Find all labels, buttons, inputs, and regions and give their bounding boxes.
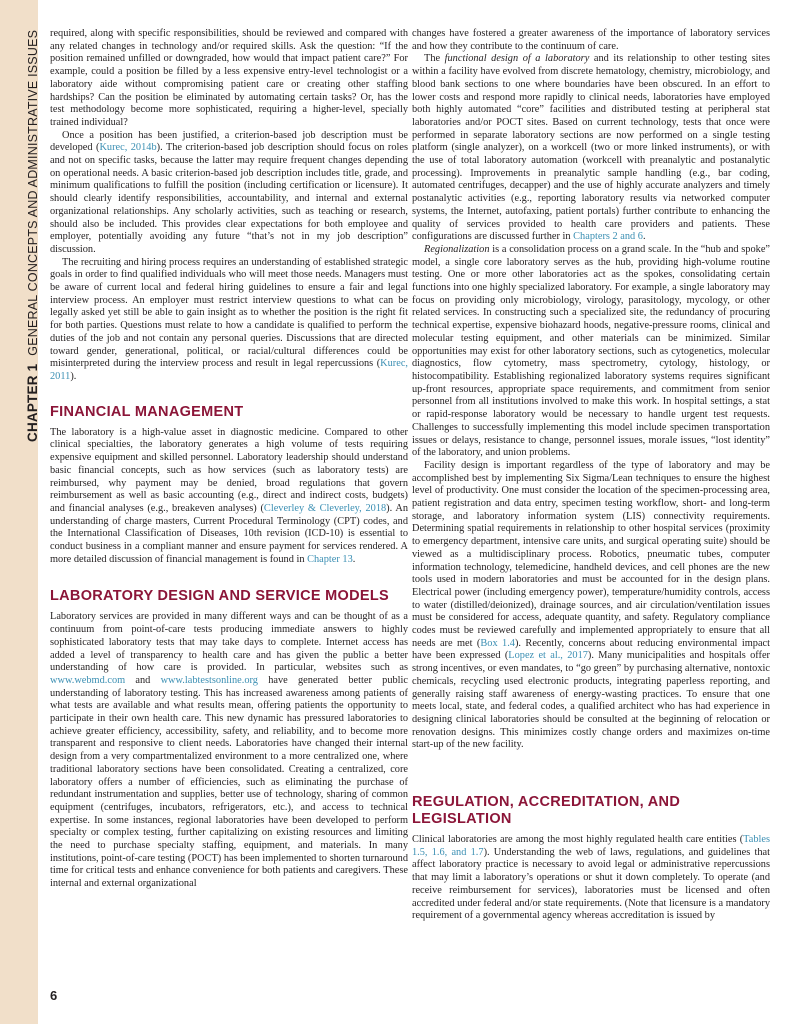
paragraph: changes have fostered a greater awareness of the importance of laboratory services and how they contribute to the continuum of care. bbox=[412, 28, 770, 52]
citation-link[interactable]: Kurec, 2011 bbox=[50, 358, 408, 382]
chapter-title: GENERAL CONCEPTS AND ADMINISTRATIVE ISSUES bbox=[26, 29, 40, 356]
citation-link[interactable]: Kurec, 2014b bbox=[99, 142, 157, 154]
paragraph: Laboratory services are provided in many different ways and can be thought of as a continuum from point-of-care tests producing immediate answers to highly sophisticated laboratory tests that may take days to complete. Internet access has added a level of transparency to health care and has given the public a better understanding of how care is provided. In particular, websites such as www.webmd.com and www.labtestsonline.org have generated better public understanding of laboratory testing. This has increased awareness among patients of what tests are available and what results mean, offering patients the opportunity to participate in their own health care. This new dynamic has pressured laboratories to achieve greater efficiency, accessibility, safety, and reliability, and to become more transparent and responsive to client needs. Laboratories have changed their internal design from a very compartmentalized environment to a more centralized one, where traditional laboratory sections have been consolidated. Creating a centralized, core laboratory offers a number of efficiencies, such as eliminating the purchase of redundant instrumentation and supplies, better use of technology, sharing of common equipment (centrifuges, incubators, refrigerators, etc.), and access to technical expertise. In some instances, regional laboratories have been developed to perform specialty or complex testing, further capitalizing on existing resources and limiting the need to purchase specialty staffing, equipment, and materials. In many institutions, point-of-care testing (POCT) has been implemented to shorten turnaround time for critical tests and enhance convenience for both patients and caregivers. These internal and external organizational bbox=[50, 611, 408, 890]
page-number: 6 bbox=[50, 988, 58, 1003]
left-column bbox=[50, 28, 408, 891]
paragraph: Regionalization is a consolidation process on a grand scale. In the “hub and spoke” model, a single core laboratory serves as the hub, providing high-volume routine testing. One or more other laboratories act as the spokes, consolidating certain functions into one highly specialized laboratory. For example, a single laboratory may focus on providing only microbiology, virology, parasitology, mycology, or other related services. In constructing such a specialized site, the redundancy of procuring technical expertise, expensive biohazard hoods, negative-pressure rooms, clinical and molecular testing equipment, and other materials can be minimized. Similar opportunities may exist for other laboratory sections, such as cytogenetics, molecular diagnostics, flow cytometry, mass spectrometry, cytology, histology, or histocompatibility. Establishing regionalized laboratory systems requires significant up-front resources, appropriate space requirements, and commitment from senior personnel from all institutions involved to make this work. In hospital settings, a stat or rapid-response laboratory would be necessary to handle urgent test requests. Challenges to successfully implementing this model include specimen transportation issues or delays, resistance to change, personnel issues, morale issues, “lost identity” of the laboratory, and union problems. bbox=[412, 243, 770, 459]
chapter-side-tab bbox=[0, 0, 38, 1024]
chapter-number: CHAPTER 1 bbox=[25, 363, 40, 442]
paragraph: required, along with specific responsibilities, should be reviewed and compared with any related changes in technology and/or required skills. Ask the question: “If the position remained unfilled or downgraded, how would that impact patient care?” For example, could a position be filled by a less expensive entry-level technologist or a laboratory aide without compromising patient care or creating other staffing hardships? Can the position be eliminated by automating certain tasks? Or, has the test methodology become more sophisticated, requiring a higher-level, specially trained individual? bbox=[50, 28, 408, 128]
paragraph: Once a position has been justified, a criterion-based job description must be developed (Kurec, 2014b). The criterion-based job description should focus on roles and not on specific tasks, because the latter may require frequent changes depending on operational needs. A basic criterion-based job description includes title, grade, and minimum qualifications to fulfill the position (including certification or licensure). It should clearly identify responsibilities, accountability, and internal and external organizational relationships. Any scholarly activities, such as teaching or research, should also be included. This provides clear expectations for both employee and employer, potentially avoiding any future “that’s not in my job description” discussion. bbox=[50, 129, 408, 255]
website-link-webmd[interactable]: www.webmd.com bbox=[50, 674, 126, 686]
key-term: functional design of a laboratory bbox=[444, 53, 590, 65]
paragraph: The functional design of a laboratory and its relationship to other testing sites within a facility have evolved from discrete hematology, chemistry, microbiology, and blood bank sections to one where boundaries have been obscured. In an effort to lower costs and respond more rapidly to clinical needs, laboratories have employed both highly automated “core” facilities and distributed testing at peripheral stat laboratories and/or POCT sites. Based on current technology, tests that once were performed in separate laboratory sections are now performed on a single testing platform (single analyzer), on a workcell (two or more linked instruments), or with the use of total laboratory automation (workcell with preanalytic and postanalytic processing). Improvements in preanalytic sample handling (e.g., bar coding, automated centrifuges, decapper) and the use of highly accurate analyzers and timely postanalytic activities (e.g., reporting laboratory results via networked computer systems, the Internet, autofaxing, patient portals) further contribute to enhancing the quality of services provided to health care providers and patients. These configurations are discussed further in Chapters 2 and 6. bbox=[412, 53, 771, 243]
paragraph: Facility design is important regardless of the type of laboratory and may be accomplished best by implementing Six Sigma/Lean techniques to ensure the highest level of productivity. One must consider the location of the specimen-processing area, patient registration and data entry, specimen testing workflow, short- and long-term storage, and laboratory information system (LIS) connectivity requirements. Determining spatial requirements in relationship to other hospital services (proximity to emergency department, intensive care units, and surgical operating suite) should be viewed as a multidisciplinary process. Robotics, pneumatic tubes, computer information technology, telemedicine, handheld devices, and cell phones are the new tools used in modern laboratories and must be accounted for in the design plans. Electrical power (including emergency power), temperature/humidity controls, access to water (distilled/deionized), drainage sources, and air circulation/ventilation issues must be considered for access, adequate quantity, and safety. Regulatory compliance codes must be reviewed carefully and implemented appropriately to ensure that all needs are met (Box 1.4). Recently, concerns about reducing environmental impact have been expressed (Lopez et al., 2017). Many municipalities and hospitals offer strong incentives, or even mandates, to “go green” by purchasing alternative, nontoxic chemicals, recycling used electronic products, integrating paperless reporting, and generally raising staff awareness of energy-wasting practices. To ensure that one meets local, state, and federal codes, a qualified architect who has had experience in designing clinical laboratories should be consulted at the beginning of relocation or renovation designs. This minimizes costly change orders and maximizes on-time start-up of the new facility. bbox=[412, 459, 770, 751]
key-term: Regionalization bbox=[424, 243, 490, 255]
section-heading-financial-management: FINANCIAL MANAGEMENT bbox=[50, 403, 244, 420]
chapter-link[interactable]: Chapter 13 bbox=[307, 553, 353, 565]
box-link[interactable]: Box 1.4 bbox=[480, 637, 515, 649]
chapter-side-label bbox=[25, 30, 40, 442]
website-link-labtestsonline[interactable]: www.labtestsonline.org bbox=[160, 674, 258, 686]
section-heading-laboratory-design: LABORATORY DESIGN AND SERVICE MODELS bbox=[50, 588, 389, 605]
citation-link[interactable]: Lopez et al., 2017 bbox=[508, 650, 588, 662]
paragraph: The recruiting and hiring process requires an understanding of established strategic goals in order to find qualified individuals who will meet those needs. Managers must be aware of current local and federal hiring guidelines to ensure a fair and legal interview process. An employer must restrict interview questions to what can be legally asked yet still be able to gain insight as to whether the position is the right fit for both parties. Questions must relate to how a candidate is qualified to perform the duties of the job and not contain any personal queries. Discussions that are directed toward gender, generational, political, or racial/cultural differences could be misinterpreted during the interview process and result in legal repercussions (Kurec, 2011). bbox=[50, 256, 408, 382]
paragraph: Clinical laboratories are among the most highly regulated health care entities (Tables 1.5, 1.6, and 1.7). Understanding the web of laws, regulations, and guidelines that affect laboratory practice is necessary to avoid legal or administrative repercussions that may limit a laboratory’s operations or shut it down completely. To operate (and receive reimbursement for services), laboratories must be licensed and often accredited under federal and/or state requirements. (Note that licensure is a mandatory requirement of a governmental agency whereas accreditation is issued by bbox=[412, 834, 771, 922]
section-heading-regulation: REGULATION, ACCREDITATION, AND LEGISLATION bbox=[412, 794, 681, 828]
right-column bbox=[412, 28, 770, 923]
chapter-link[interactable]: Chapters 2 and 6 bbox=[573, 231, 643, 243]
citation-link[interactable]: Cleverley & Cleverley, 2018 bbox=[263, 502, 387, 514]
table-link[interactable]: Tables 1.5, 1.6, and 1.7 bbox=[412, 834, 770, 858]
paragraph: The laboratory is a high-value asset in diagnostic medicine. Compared to other clinical specialties, the laboratory generates a high volume of tests requiring expensive equipment and skilled personnel. Laboratory leadership should understand basic financial concepts, such as how services (such as laboratory tests) are reimbursed, why payment may be denied, broad regulations that govern reimbursement as well as basic accounting (e.g., direct and indirect costs, budgets) and financial analyses (e.g., breakeven analyses) (Cleverley & Cleverley, 2018). An understanding of charge masters, Current Procedural Terminology (CPT) codes, and the International Classification of Diseases, 10th revision (ICD-10) is essential to conduct business in a compliant manner and ensure payment for services rendered. A more detailed discussion of financial management is found in Chapter 13. bbox=[50, 426, 408, 565]
